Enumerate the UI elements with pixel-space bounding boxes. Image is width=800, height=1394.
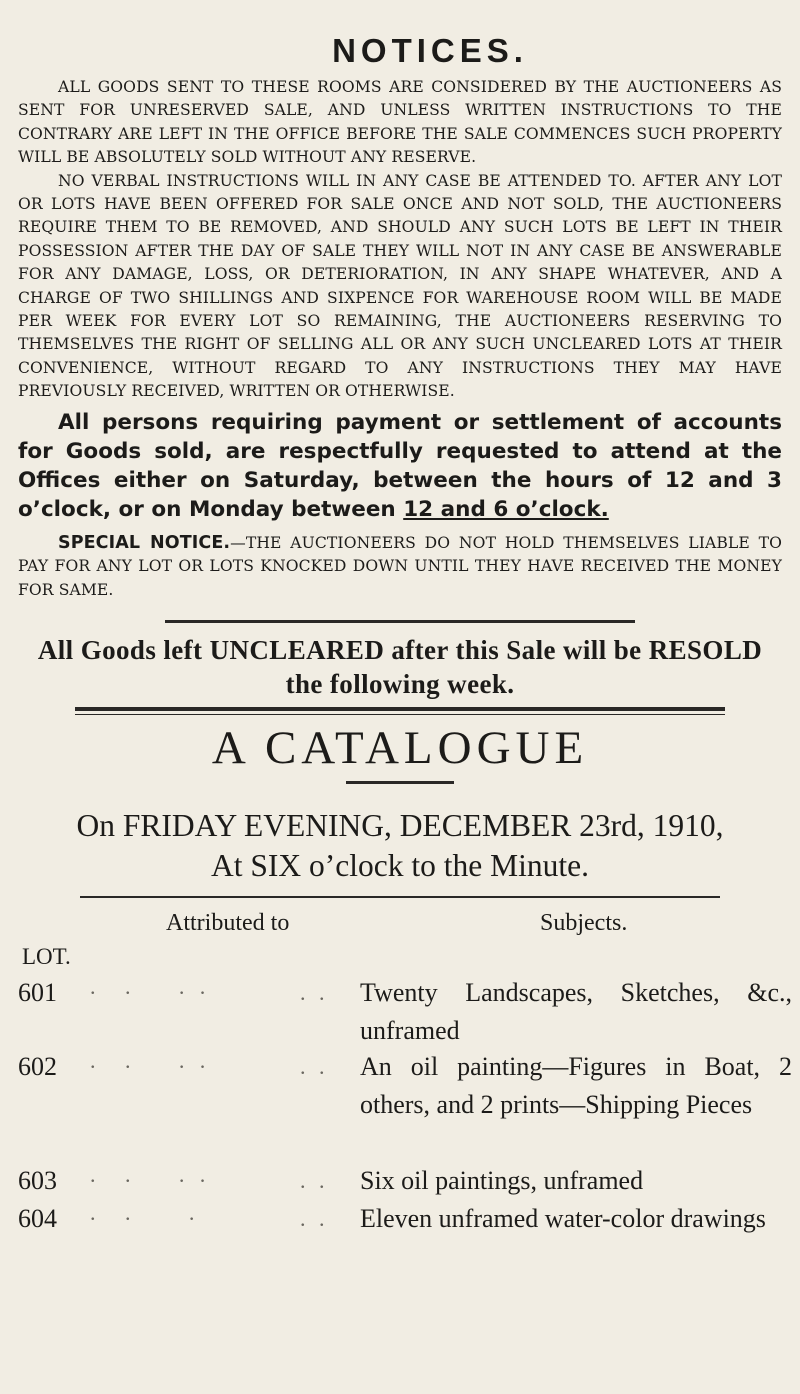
lot-subject: Twenty Landscapes, Sketches, &c., unframed xyxy=(360,977,792,1045)
notice-payment xyxy=(18,408,782,524)
divider-double-top xyxy=(75,707,725,711)
leader-dots: . . xyxy=(90,1199,143,1225)
lot-subject: Eleven unframed water-color drawings xyxy=(360,1203,766,1233)
lot-number: 601 xyxy=(18,977,57,1007)
sale-time: At SIX o’clock to the Minute. xyxy=(211,847,589,883)
leader-dots: · · xyxy=(178,979,211,1005)
special-notice-text: —THE AUCTIONEERS DO NOT HOLD THEMSELVES LIABLE TO PAY FOR ANY LOT OR LOTS KNOCKED DOWN UNTIL THEY HAVE RECEIVED THE MONEY FOR SAME. xyxy=(18,533,782,599)
leader-dots: . . xyxy=(300,1167,329,1193)
lot-column-label: LOT. xyxy=(22,943,71,969)
notices-title: NOTICES. xyxy=(332,32,528,69)
leader-dots: . . xyxy=(300,1053,329,1079)
leader-dots: · · xyxy=(178,1167,211,1193)
divider-table xyxy=(80,896,720,898)
divider xyxy=(165,620,635,623)
lot-number: 604 xyxy=(18,1203,57,1233)
leader-dots: · xyxy=(188,1205,200,1231)
notice-payment-text: All persons requiring payment or settlement of accounts for Goods sold, are respectfully requested to attend at the Offices either on Saturday, between the hours of 12 and 3 o’clock, or on Monday between xyxy=(18,409,782,522)
special-notice xyxy=(18,532,782,602)
lot-number: 603 xyxy=(18,1165,57,1195)
leader-dots: . . xyxy=(90,973,143,999)
special-notice-heading: SPECIAL NOTICE. xyxy=(58,532,231,553)
sale-date: On FRIDAY EVENING, DECEMBER 23rd, 1910, xyxy=(76,807,724,843)
uncleared-notice: All Goods left UNCLEARED after this Sale will be RESOLD the following week. xyxy=(37,634,763,699)
leader-dots: . . xyxy=(300,979,329,1005)
leader-dots: . . xyxy=(300,1205,329,1231)
lots-table-header xyxy=(18,908,782,944)
notice-payment-hours: 12 and 6 o’clock. xyxy=(403,496,609,522)
lot-subject: An oil painting—Figures in Boat, 2 others, and 2 prints—Shipping Pieces xyxy=(360,1051,792,1119)
divider-short xyxy=(346,781,454,784)
notice-verbal-instructions: NO VERBAL INSTRUCTIONS WILL IN ANY CASE BE ATTENDED TO. AFTER ANY LOT OR LOTS HAVE BEEN OFFERED FOR SALE ONCE AND NOT SOLD, THE AUCTIONEERS REQUIRE THEM TO BE REMOVED, AND SHOULD ANY SUCH LOTS BE LEFT IN THEIR POSSESSION AFTER THE DAY OF SALE THEY WILL NOT IN ANY CASE BE ANSWERABLE FOR ANY DAMAGE, LOSS, OR DETERIORATION, IN ANY SHAPE WHATEVER, AND A CHARGE OF TWO SHILLINGS AND SIXPENCE FOR WAREHOUSE ROOM WILL BE MADE PER WEEK FOR EVERY LOT SO REMAINING, THE AUCTIONEERS RESERVING TO THEMSELVES THE RIGHT OF SELLING ALL OR ANY SUCH UNCLEARED LOTS AT THEIR CONVENIENCE, WITHOUT REGARD TO ANY INSTRUCTIONS THEY MAY HAVE PREVIOUSLY RECEIVED, WRITTEN OR OTHERWISE. xyxy=(18,171,782,401)
lot-number: 602 xyxy=(18,1051,57,1081)
leader-dots: . . xyxy=(90,1047,143,1073)
lot-subject: Six oil paintings, unframed xyxy=(360,1165,644,1195)
column-subjects: Subjects. xyxy=(540,909,628,936)
divider-double-bottom xyxy=(75,714,725,715)
column-attributed-to: Attributed to xyxy=(166,909,290,936)
leader-dots: . . xyxy=(90,1161,143,1187)
lots-table xyxy=(18,943,792,1244)
leader-dots: · · xyxy=(178,1053,211,1079)
catalogue-title: A CATALOGUE xyxy=(211,721,589,774)
notice-unreserved-sale: ALL GOODS SENT TO THESE ROOMS ARE CONSIDERED BY THE AUCTIONEERS AS SENT FOR UNRESERVED SALE, AND UNLESS WRITTEN INSTRUCTIONS TO THE CONTRARY ARE LEFT IN THE OFFICE BEFORE THE SALE COMMENCES SUCH PROPERTY WILL BE ABSOLUTELY SOLD WITHOUT ANY RESERVE. xyxy=(18,78,782,167)
